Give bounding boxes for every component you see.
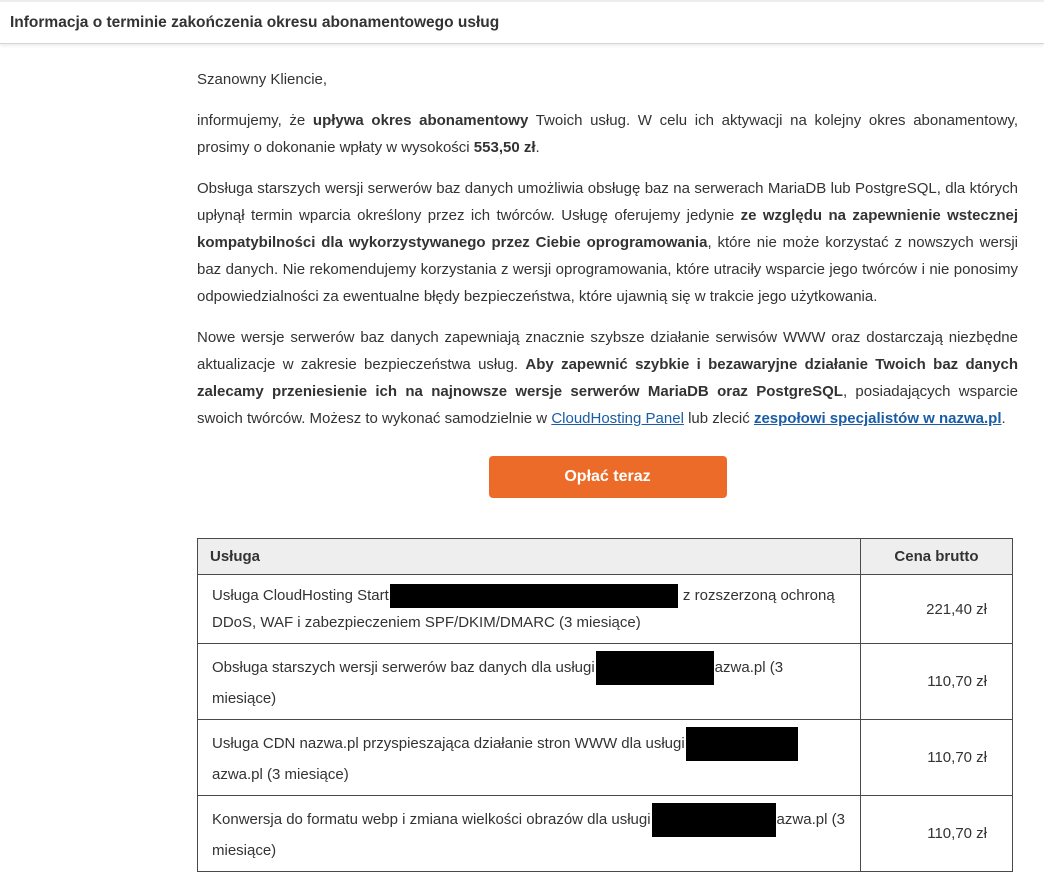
pay-now-button[interactable]: Opłać teraz [489,456,727,498]
greeting-text: Szanowny Kliencie, [197,71,328,88]
text-segment: Obsługa starszych wersji serwerów baz danych dla usługi [212,658,595,676]
message-subject: Informacja o terminie zakończenia okresu abonamentowego usług [10,13,500,31]
text-segment: azwa.pl (3 miesiące) [212,766,349,783]
table-row [198,720,1013,796]
text-segment: Usługa CDN nazwa.pl przyspieszająca działanie stron WWW dla usługi [212,734,685,752]
service-cell [198,720,861,796]
text-segment: . [1001,410,1006,427]
redaction-box [652,803,776,837]
table-row [198,575,1013,644]
table-header-row [198,539,1013,575]
table-row [198,644,1013,720]
paragraph-payment-info [197,107,1018,161]
table-row [198,796,1013,872]
pay-button-row [197,456,1018,498]
price-cell: 221,40 zł [861,575,1013,644]
nazwa-specialists-link[interactable]: zespołowi specjalistów w nazwa.pl [753,410,1002,427]
text-segment: upływa okres abonamentowy [312,112,529,129]
paragraph-legacy-db-info [197,175,1018,310]
redaction-box [390,584,678,608]
message-body [197,44,1018,872]
price-cell: 110,70 zł [861,644,1013,720]
text-segment: Twoich usług. W celu ich aktywacji na kolejny okres abonamentowy, prosimy o dokonanie wpłaty w wysokości [197,112,1018,156]
text-segment: , które nie może korzystać z nowszych wersji baz danych. Nie rekomendujemy korzystania z wersji oprogramowania, które utraciły wsparcie jego twórców i nie ponosimy odpowiedzialności za ewentualne błędy bezpieczeństwa, które ujawnią się w trakcie jego użytkowania. [197,234,1018,305]
cloudhosting-panel-link[interactable]: CloudHosting Panel [551,410,684,427]
text-segment: ze względu na zapewnienie wstecznej kompatybilności dla wykorzystywanego przez Ciebie oprogramowania [197,207,1019,251]
services-table [197,538,1013,872]
text-segment: Obsługa starszych wersji serwerów baz danych umożliwia obsługę baz na serwerach MariaDB lub PostgreSQL, dla których upłynął termin wparcia określony przez ich twórców. Usługę oferujemy jedynie [197,180,1018,224]
paragraph-migration-advice [197,324,1018,432]
column-header-price: Cena brutto [861,539,1013,575]
text-segment: azwa.pl (3 miesiące) [212,658,784,707]
service-cell [198,575,861,644]
text-segment: Nowe wersje serwerów baz danych zapewniają znacznie szybsze działanie serwisów WWW oraz dostarczają niezbędne aktualizacje w zakresie bezpieczeństwa usług. [197,329,1018,373]
service-cell [198,796,861,872]
service-cell [198,644,861,720]
price-cell: 110,70 zł [861,796,1013,872]
redaction-box [596,651,714,685]
text-segment: , posiadających wsparcie swoich twórców. Możesz to wykonać samodzielnie w [197,383,1018,427]
text-segment: azwa.pl (3 miesiące) [212,810,845,859]
redaction-box [686,727,798,761]
text-segment: Konwersja do formatu webp i zmiana wielkości obrazów dla usługi [212,810,651,828]
column-header-service: Usługa [198,539,861,575]
text-segment: Usługa CloudHosting Start [212,587,389,604]
price-cell: 110,70 zł [861,720,1013,796]
message-subject-bar [0,0,1044,44]
text-segment: Aby zapewnić szybkie i bezawaryjne działanie Twoich baz danych zalecamy przeniesienie ich na najnowsze wersje serwerów MariaDB oraz PostgreSQL [197,356,1018,400]
text-segment: informujemy, że [197,112,313,129]
text-segment: 553,50 zł [473,139,536,156]
text-segment: lub zlecić [683,410,754,427]
text-segment: . [535,139,540,156]
text-segment: z rozszerzoną ochroną DDoS, WAF i zabezpieczeniem SPF/DKIM/DMARC (3 miesiące) [212,587,835,631]
